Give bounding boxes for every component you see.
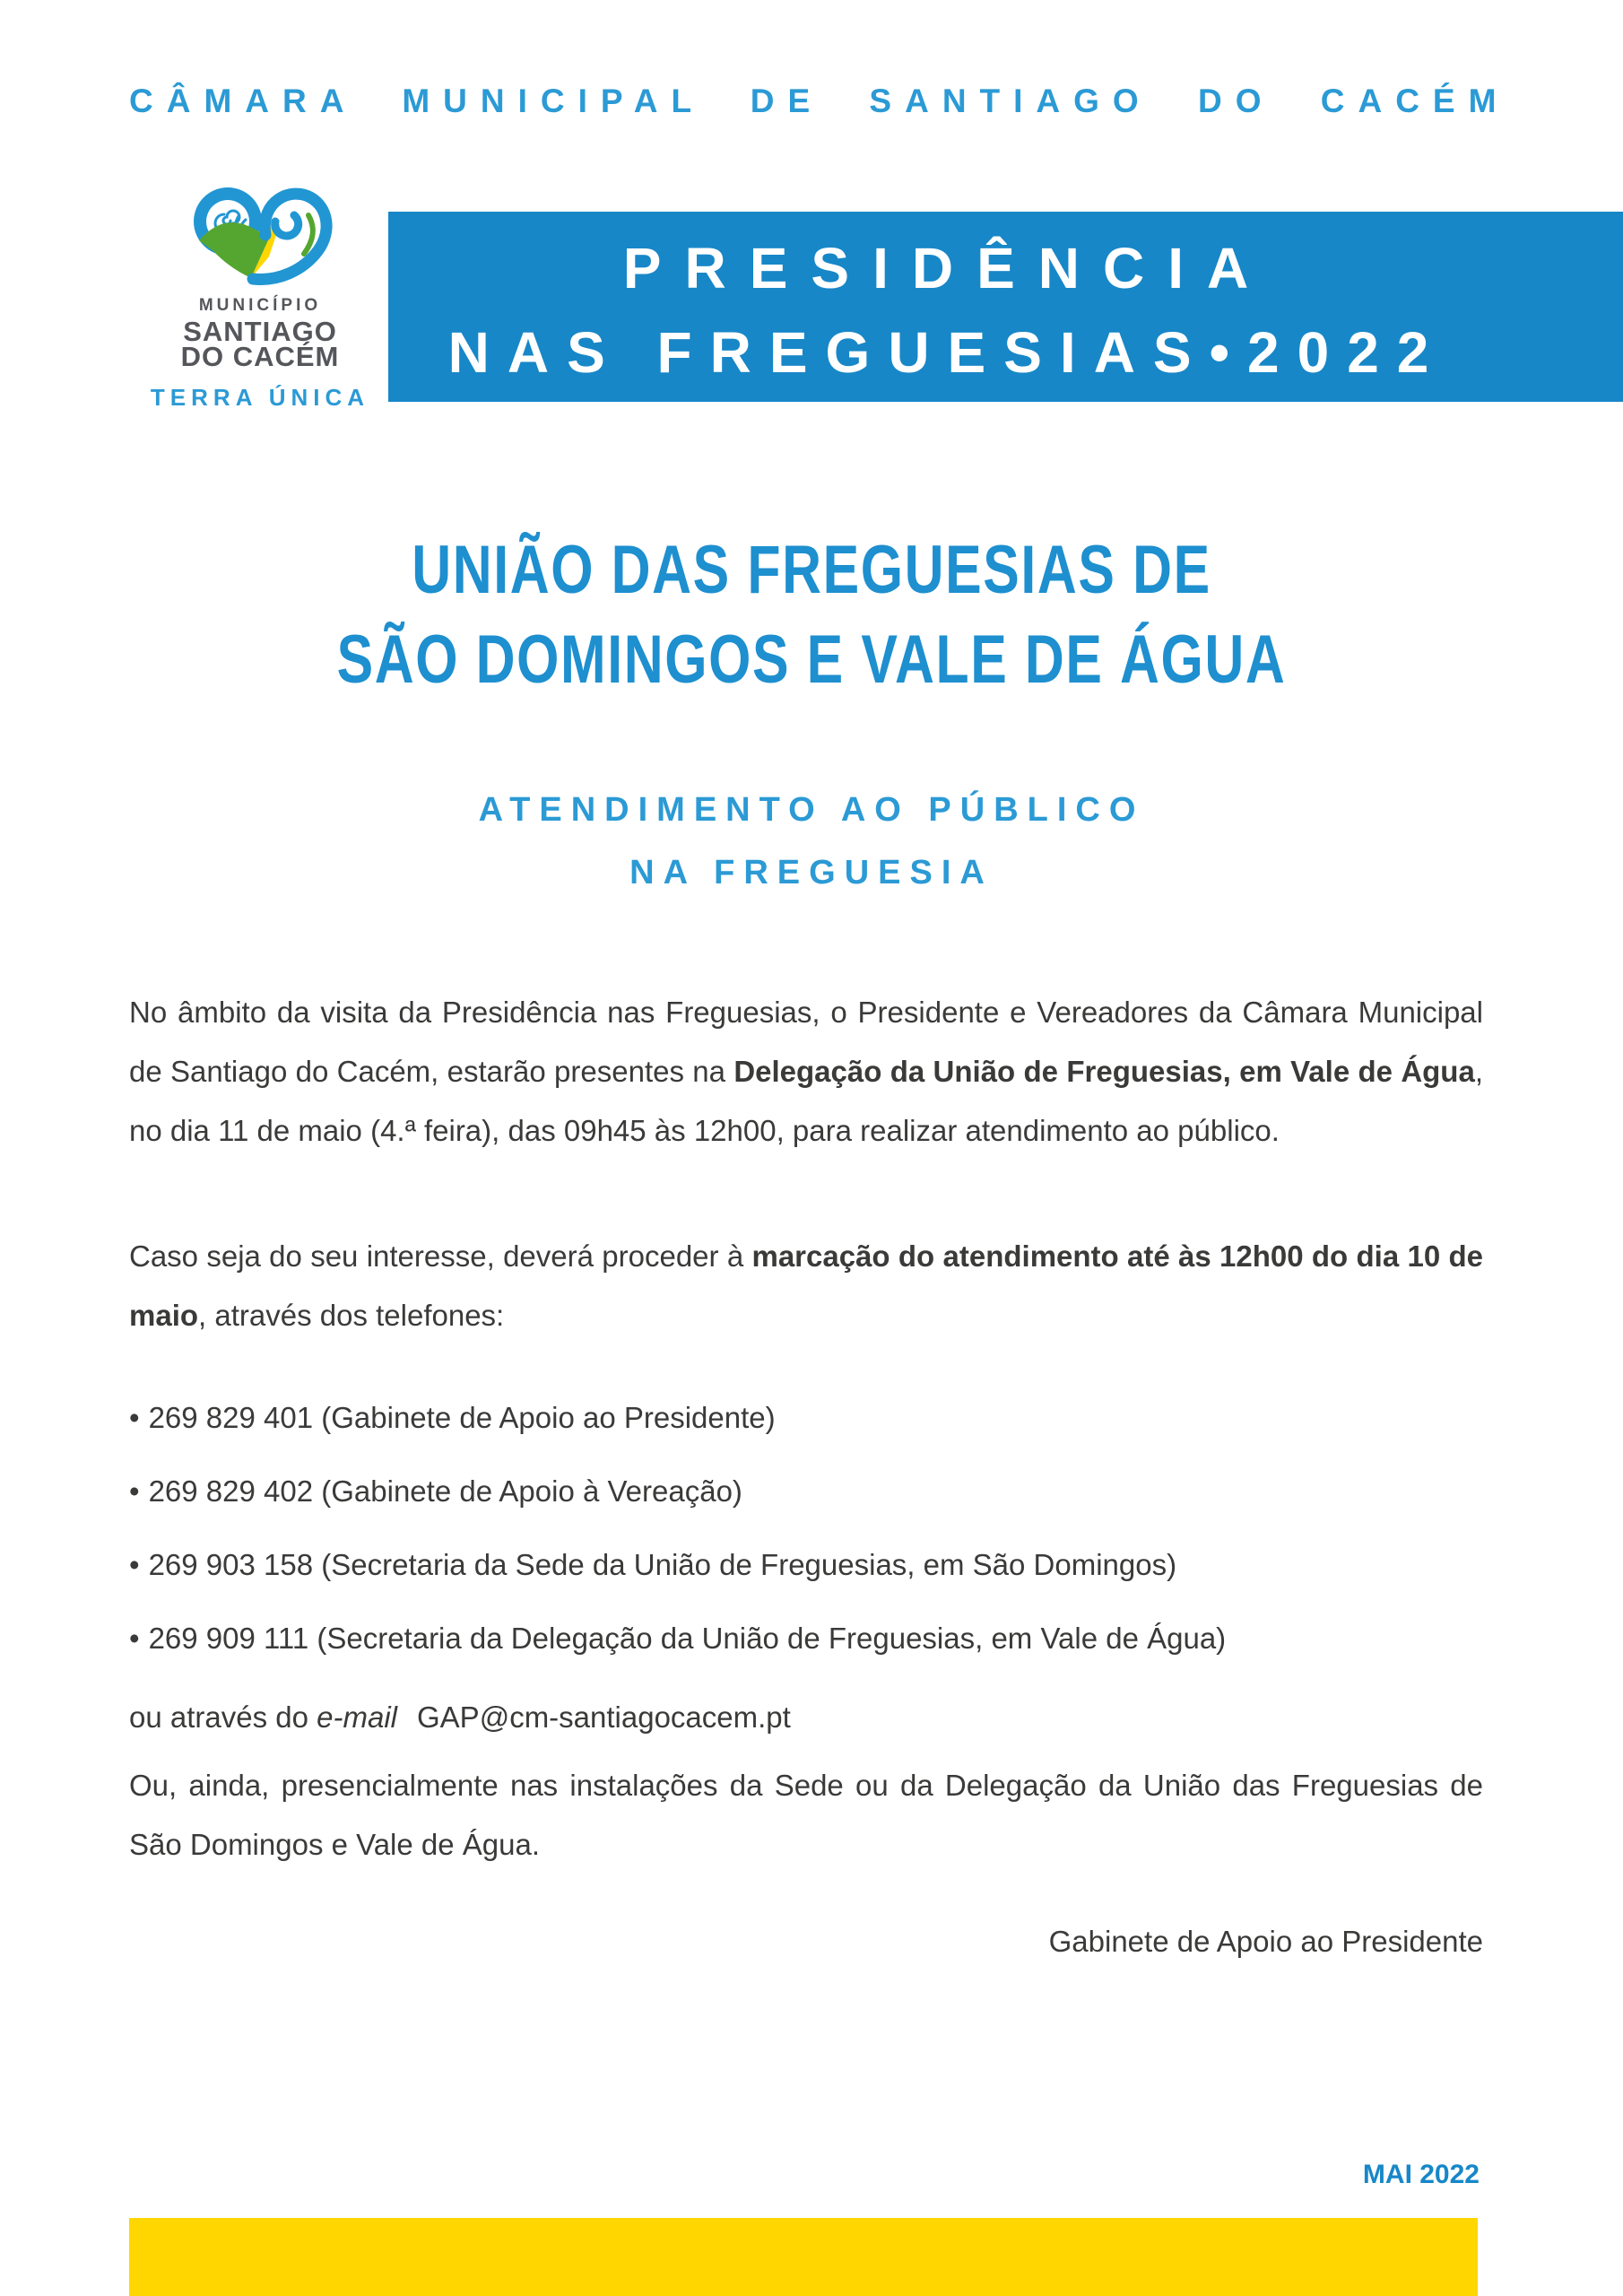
paragraph-booking-info [129, 1227, 1483, 1345]
bullet-icon: • [129, 1622, 140, 1655]
p1-bold-location: Delegação da União de Freguesias, em Vale de Água [733, 1055, 1475, 1088]
email-address: GAP@cm-santiagocacem.pt [417, 1700, 791, 1734]
banner-line1: PRESIDÊNCIA [622, 236, 1272, 300]
phone-entry: 269 829 401 (Gabinete de Apoio ao Presidente) [148, 1401, 776, 1434]
page-subtitle-line1: ATENDIMENTO AO PÚBLICO [478, 791, 1145, 829]
page-subtitle-line2: NA FREGUESIA [629, 854, 994, 891]
phone-list-item [129, 1388, 1483, 1448]
phone-list-item [129, 1462, 1483, 1521]
logo-municipality-name [126, 316, 395, 372]
org-header-title: CÂMARA MUNICIPAL DE SANTIAGO DO CACÉM [129, 83, 1510, 119]
logo-name-line2: DO CACÉM [180, 341, 340, 372]
page-title-line2: SÃO DOMINGOS E VALE DE ÁGUA [336, 622, 1287, 698]
p1-text-end: , no dia 11 de maio (4.ª feira), das 09h45 às 12h00, para realizar atendimento ao público. [129, 1055, 1483, 1147]
logo-tagline: TERRA ÚNICA [150, 384, 370, 411]
program-banner [388, 212, 1623, 402]
phone-entry: 269 903 158 (Secretaria da Sede da União de Freguesias, em São Domingos) [148, 1548, 1177, 1581]
p1-text: No âmbito da visita da Presidência nas Freguesias, o Presidente e Vereadores da Câmara Municipal de Santiago do Cacém, estarão presentes na [129, 996, 1483, 1088]
footer-yellow-bar [129, 2218, 1478, 2296]
email-line [129, 1688, 1483, 1747]
phone-list [129, 1388, 1483, 1683]
signature-line: Gabinete de Apoio ao Presidente [1048, 1925, 1483, 1958]
date-label: MAI 2022 [1362, 2160, 1480, 2189]
phone-entry: 269 909 111 (Secretaria da Delegação da União de Freguesias, em Vale de Água) [148, 1622, 1227, 1655]
santiago-heart-wave-logo-icon [126, 185, 395, 285]
municipality-logo [126, 185, 395, 412]
page-subtitle [0, 778, 1623, 904]
phone-list-item [129, 1535, 1483, 1595]
p2-text-end: , através dos telefones: [198, 1299, 505, 1332]
paragraph-in-person-info: Ou, ainda, presencialmente nas instalações da Sede ou da Delegação da União das Freguesias de São Domingos e Vale de Água. [129, 1769, 1483, 1861]
p2-text: Caso seja do seu interesse, deverá proceder à [129, 1239, 752, 1273]
p2-bold-deadline: marcação do atendimento até às 12h00 do dia 10 de maio [129, 1239, 1483, 1332]
phone-list-item [129, 1609, 1483, 1668]
logo-name-line1: SANTIAGO [183, 316, 337, 347]
page-title [0, 526, 1623, 705]
paragraph-visit-info [129, 983, 1483, 1161]
page-title-line1: UNIÃO DAS FREGUESIAS DE [412, 532, 1211, 608]
email-line-text: ou através do [129, 1700, 317, 1734]
banner-line2: NAS FREGUESIAS•2022 [447, 320, 1447, 385]
logo-municipio-label: MUNICÍPIO [198, 296, 322, 315]
bullet-icon: • [129, 1548, 140, 1581]
email-word: e-mail [317, 1700, 397, 1734]
phone-entry: 269 829 402 (Gabinete de Apoio à Vereação) [148, 1474, 742, 1508]
bullet-icon: • [129, 1401, 140, 1434]
bullet-icon: • [129, 1474, 140, 1508]
